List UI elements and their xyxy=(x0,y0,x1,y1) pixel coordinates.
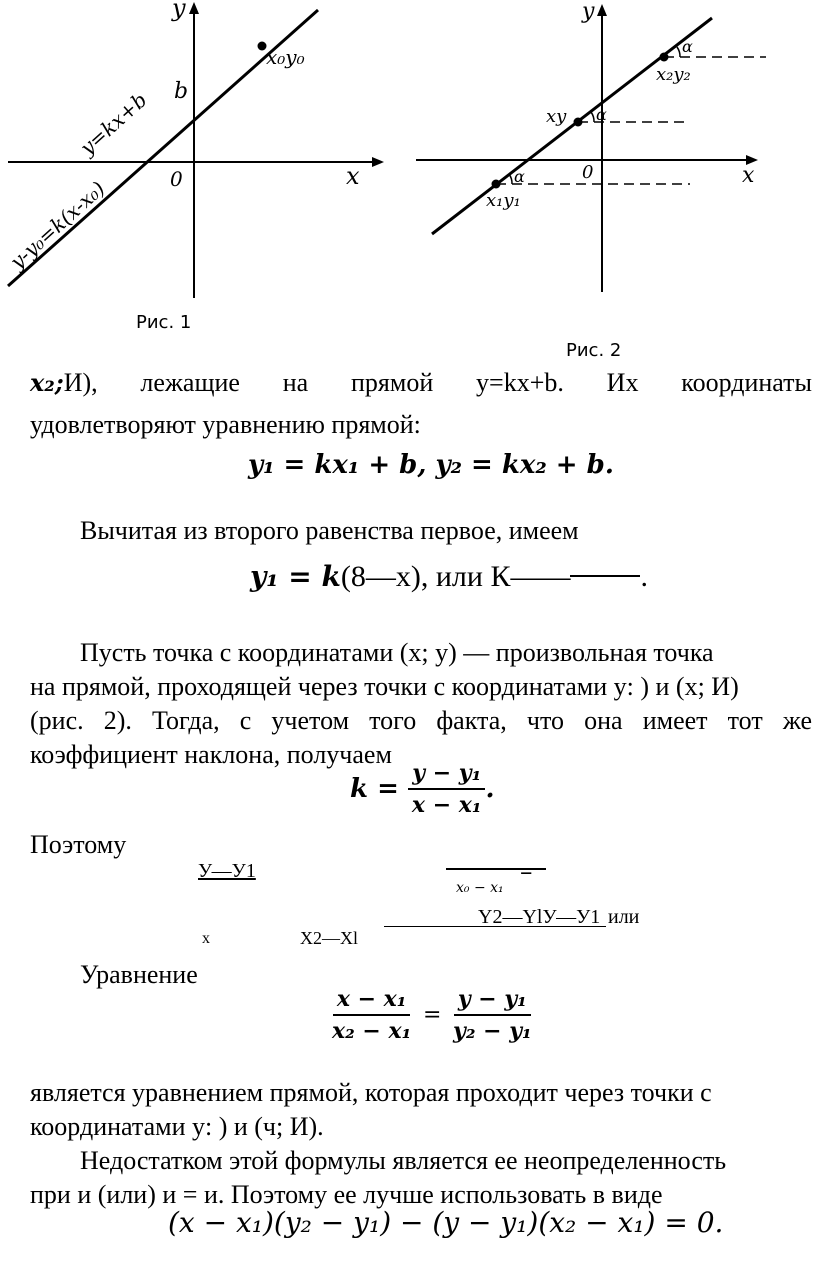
garbled-fragment-4: или xyxy=(608,906,640,928)
garbled-fragment-1: У—У1 xyxy=(198,860,256,882)
paragraph-3-line-4: коэффициент наклона, получаем xyxy=(30,740,392,769)
angle-arc-3 xyxy=(677,47,680,57)
paragraph-6-line-2: координатами y: ) и (ч; И). xyxy=(30,1112,324,1141)
figure-2-graph xyxy=(400,0,816,340)
garbled-fragment-5: x xyxy=(202,930,210,947)
point-x2y2 xyxy=(660,53,669,62)
equation-3-numerator: y − y₁ xyxy=(408,760,485,790)
text-line-2: удовлетворяют уравнению прямой: xyxy=(30,410,421,439)
figure-1-graph xyxy=(0,0,400,340)
equation-3-tail: . xyxy=(485,774,495,804)
paragraph-3-line-2: на прямой, проходящей через точки с координатами y: ) и (x; И) xyxy=(30,672,739,701)
equation-4-left-numerator: x − x₁ xyxy=(333,986,411,1016)
intercept-label: b xyxy=(174,79,189,104)
line-label-slope: y=kx+b xyxy=(75,87,152,160)
paragraph-7-line-2: при и (или) и = и. Поэтому ее лучше использовать в виде xyxy=(30,1180,663,1209)
paragraph-6-line-1: является уравнением прямой, которая проходит через точки с xyxy=(30,1078,712,1107)
equation-4-right-denominator: y₂ − y₁ xyxy=(453,1018,532,1044)
point-xy xyxy=(574,118,583,127)
garbled-fragment-2: x₀ − x₁ xyxy=(456,880,504,896)
equation-2-math: y₁ = k xyxy=(250,560,341,593)
equation-4-left-fraction xyxy=(328,986,415,1044)
x-axis-label: x xyxy=(742,163,755,188)
equation-4-equals: = xyxy=(422,1002,442,1028)
garbled-fragment-6: X2—Xl xyxy=(300,928,358,948)
x-axis-arrow xyxy=(372,157,384,167)
paragraph-3-line-1: Пусть точка с координатами (x; y) — произвольная точка xyxy=(80,638,714,667)
equation-2 xyxy=(250,560,648,594)
line-label-point-slope: y-y₀=k(x-x₀) xyxy=(5,176,110,274)
paragraph-3-line-3: (рис. 2). Тогда, с учетом того факта, что она имеет тот же xyxy=(30,706,812,735)
figure-1 xyxy=(0,0,400,340)
equation-1: y₁ = kx₁ + b, y₂ = kx₂ + b. xyxy=(248,450,614,480)
angle-arc-1 xyxy=(509,174,512,184)
point-x1y1 xyxy=(492,180,501,189)
paragraph-2: Вычитая из второго равенства первое, имеем xyxy=(80,516,579,545)
y-axis-label: y xyxy=(582,0,595,24)
origin-label: 0 xyxy=(170,167,183,191)
alpha-label-3: α xyxy=(682,37,693,56)
x-axis-label: x xyxy=(346,162,360,190)
equation-4-right-fraction xyxy=(449,986,536,1044)
point-label: x₀y₀ xyxy=(266,45,305,69)
angle-arc-2 xyxy=(591,112,594,122)
text-line-1-rest: И), лежащие на прямой y=kx+b. Их координаты xyxy=(63,368,812,397)
paragraph-5: Уравнение xyxy=(80,960,198,989)
equation-3-denominator: x − x₁ xyxy=(411,792,482,818)
alpha-label-2: α xyxy=(596,105,607,124)
origin-label: 0 xyxy=(582,162,594,183)
y-axis-arrow xyxy=(189,2,199,14)
equation-4-right-numerator: y − y₁ xyxy=(454,986,531,1016)
equation-4-left-denominator: x₂ − x₁ xyxy=(332,1018,412,1044)
point-xy-label: xy xyxy=(546,106,567,127)
figure-2-caption: Рис. 2 xyxy=(566,340,622,361)
point-2-label: x₂y₂ xyxy=(656,64,691,85)
y-axis-arrow xyxy=(597,4,607,16)
paragraph-7-line-1: Недостатком этой формулы является ее неопределенность xyxy=(80,1146,727,1175)
math-x2: x₂; xyxy=(30,368,64,397)
paragraph-4: Поэтому xyxy=(30,830,127,859)
equation-2-rest: (8—x), или К—— xyxy=(340,560,571,593)
equation-5: (x − x₁)(y₂ − y₁) − (y − y₁)(x₂ − x₁) = 0. xyxy=(168,1206,724,1239)
equation-2-tail: . xyxy=(640,560,648,593)
line-graph xyxy=(432,18,712,234)
garbled-fragment-3: Y2—YlУ—У1 xyxy=(478,906,601,928)
equation-3-fraction xyxy=(408,760,486,818)
equation-2-dash xyxy=(570,575,640,577)
equation-4 xyxy=(328,986,536,1044)
equation-3 xyxy=(350,760,495,818)
equation-3-lhs: k = xyxy=(350,774,399,804)
text-line-1 xyxy=(30,366,812,400)
figure-1-caption: Рис. 1 xyxy=(136,312,192,333)
point-1-label: x₁y₁ xyxy=(486,190,521,211)
figure-2 xyxy=(400,0,816,370)
alpha-label-1: α xyxy=(514,167,525,186)
y-axis-label: y xyxy=(172,0,186,22)
garbled-equals: = xyxy=(520,858,533,883)
